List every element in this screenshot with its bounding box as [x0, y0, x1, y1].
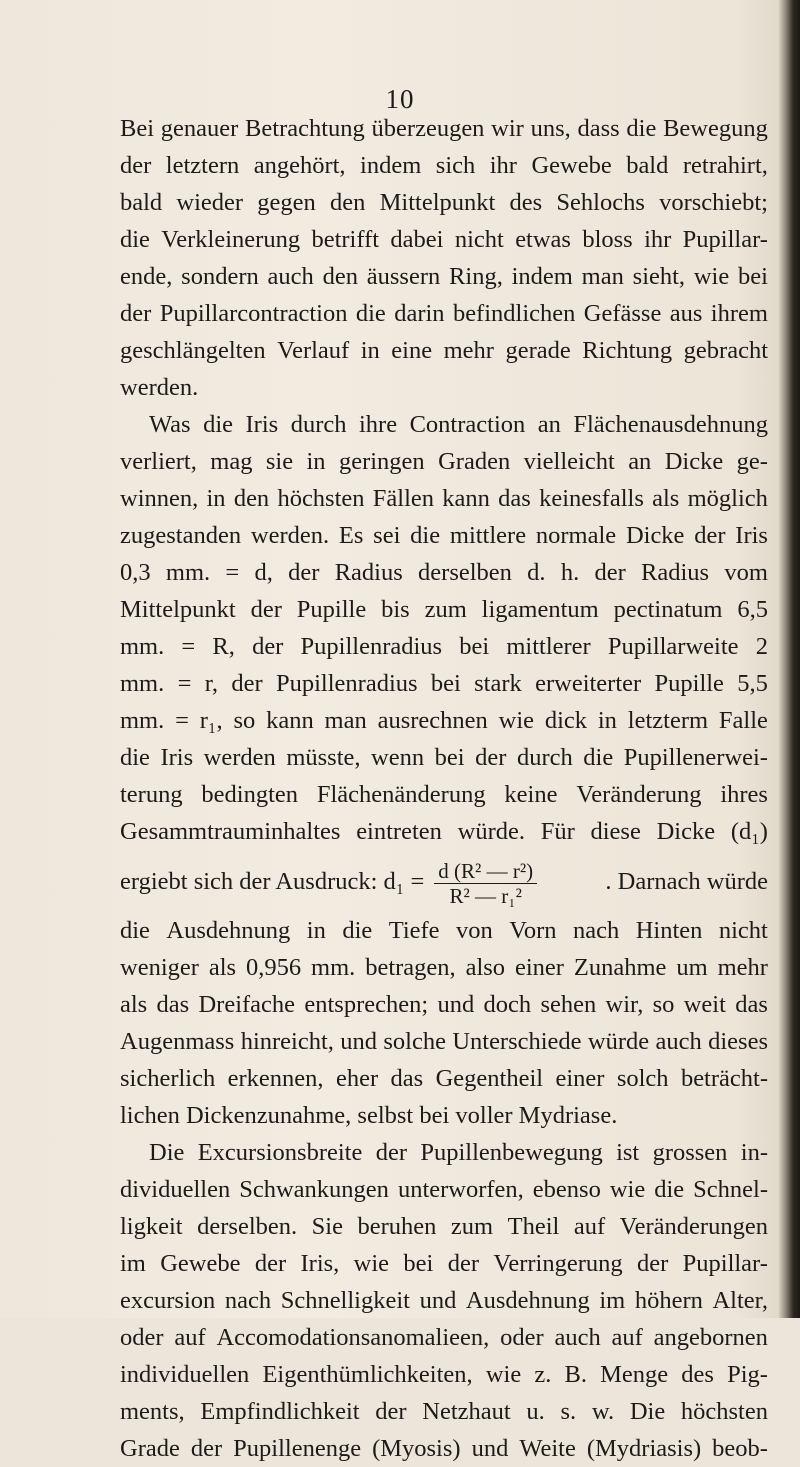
text-line: geschlängelten Verlauf in eine mehr gerade Richtung gebracht [120, 337, 768, 364]
paragraph-3 [120, 1134, 768, 1467]
text-line: lichen Dickenzunahme, selbst bei voller Mydriase. [120, 1102, 618, 1129]
text-line: als das Dreifache entsprechen; und doch sehen wir, so weit das [120, 991, 768, 1018]
paragraph-2 [120, 406, 768, 1134]
formula-tail: . Darnach würde [605, 867, 768, 895]
text-line: ments, Empfindlichkeit der Netzhaut u. s. w. Die höchsten [120, 1398, 768, 1425]
text-line: terung bedingten Flächenänderung keine Veränderung ihres [120, 781, 768, 808]
formula-numerator: d (R² — r²) [434, 859, 537, 884]
text-line: Mittelpunkt der Pupille bis zum ligamentum pectinatum 6,5 [120, 596, 768, 623]
text-line: sicherlich erkennen, eher das Gegentheil einer solch beträcht- [120, 1065, 768, 1092]
text-line: zugestanden werden. Es sei die mittlere normale Dicke der Iris [120, 522, 768, 549]
text-line: individuellen Eigenthümlichkeiten, wie z. B. Menge des Pig- [120, 1361, 768, 1388]
text-line: 0,3 mm. = d, der Radius derselben d. h. der Radius vom [120, 559, 768, 586]
text-line: die Verkleinerung betrifft dabei nicht etwas bloss ihr Pupillar- [120, 226, 768, 253]
formula-fraction [434, 859, 537, 908]
text-line: Die Excursionsbreite der Pupillenbewegung ist grossen in- [149, 1139, 768, 1166]
text-line: im Gewebe der Iris, wie bei der Verringerung der Pupillar- [120, 1250, 768, 1277]
formula-line [120, 850, 768, 912]
text-line: winnen, in den höchsten Fällen kann das keinesfalls als möglich [120, 485, 768, 512]
body-text [120, 110, 768, 1467]
text-line: der letztern angehört, indem sich ihr Gewebe bald retrahirt, [120, 152, 768, 179]
page-number: 10 [385, 84, 415, 114]
text-line: ende, sondern auch den äussern Ring, indem man sieht, wie bei [120, 263, 768, 290]
text-line: Gesammtrauminhaltes eintreten würde. Für diese Dicke (d₁) [120, 818, 768, 845]
text-line: mm. = R, der Pupillenradius bei mittlerer Pupillarweite 2 [120, 633, 768, 660]
text-line: Augenmass hinreicht, und solche Unterschiede würde auch dieses [120, 1028, 768, 1055]
text-line: die Iris werden müsste, wenn bei der durch die Pupillenerwei- [120, 744, 768, 771]
paragraph-1 [120, 110, 768, 406]
text-line: bald wieder gegen den Mittelpunkt des Sehlochs vorschiebt; [120, 189, 768, 216]
text-line: die Ausdehnung in die Tiefe von Vorn nach Hinten nicht [120, 917, 768, 944]
text-line: Bei genauer Betrachtung überzeugen wir uns, dass die Bewegung [120, 115, 768, 142]
text-line: mm. = r, der Pupillenradius bei stark erweiterter Pupille 5,5 [120, 670, 768, 697]
text-line: ligkeit derselben. Sie beruhen zum Theil auf Veränderungen [120, 1213, 768, 1240]
text-line: der Pupillarcontraction die darin befindlichen Gefässe aus ihrem [120, 300, 768, 327]
text-line: weniger als 0,956 mm. betragen, also einer Zunahme um mehr [120, 954, 768, 981]
text-line: mm. = r₁, so kann man ausrechnen wie dick in letzterm Falle [120, 707, 768, 734]
formula-lead: ergiebt sich der Ausdruck: d₁ = [120, 867, 425, 895]
text-line: excursion nach Schnelligkeit und Ausdehnung im höhern Alter, [120, 1287, 768, 1314]
formula-denominator: R² — r₁² [449, 883, 522, 908]
text-line: Was die Iris durch ihre Contraction an Flächenausdehnung [149, 411, 768, 438]
text-line: oder auf Accomodationsanomalieen, oder auch auf angebornen [120, 1324, 768, 1351]
page-edge-shadow [778, 0, 800, 1318]
text-line: werden. [120, 374, 199, 401]
text-line: verliert, mag sie in geringen Graden vielleicht an Dicke ge- [120, 448, 768, 475]
text-line: Grade der Pupillenenge (Myosis) und Weite (Mydriasis) beob- [120, 1435, 768, 1462]
text-line: dividuellen Schwankungen unterworfen, ebenso wie die Schnel- [120, 1176, 768, 1203]
